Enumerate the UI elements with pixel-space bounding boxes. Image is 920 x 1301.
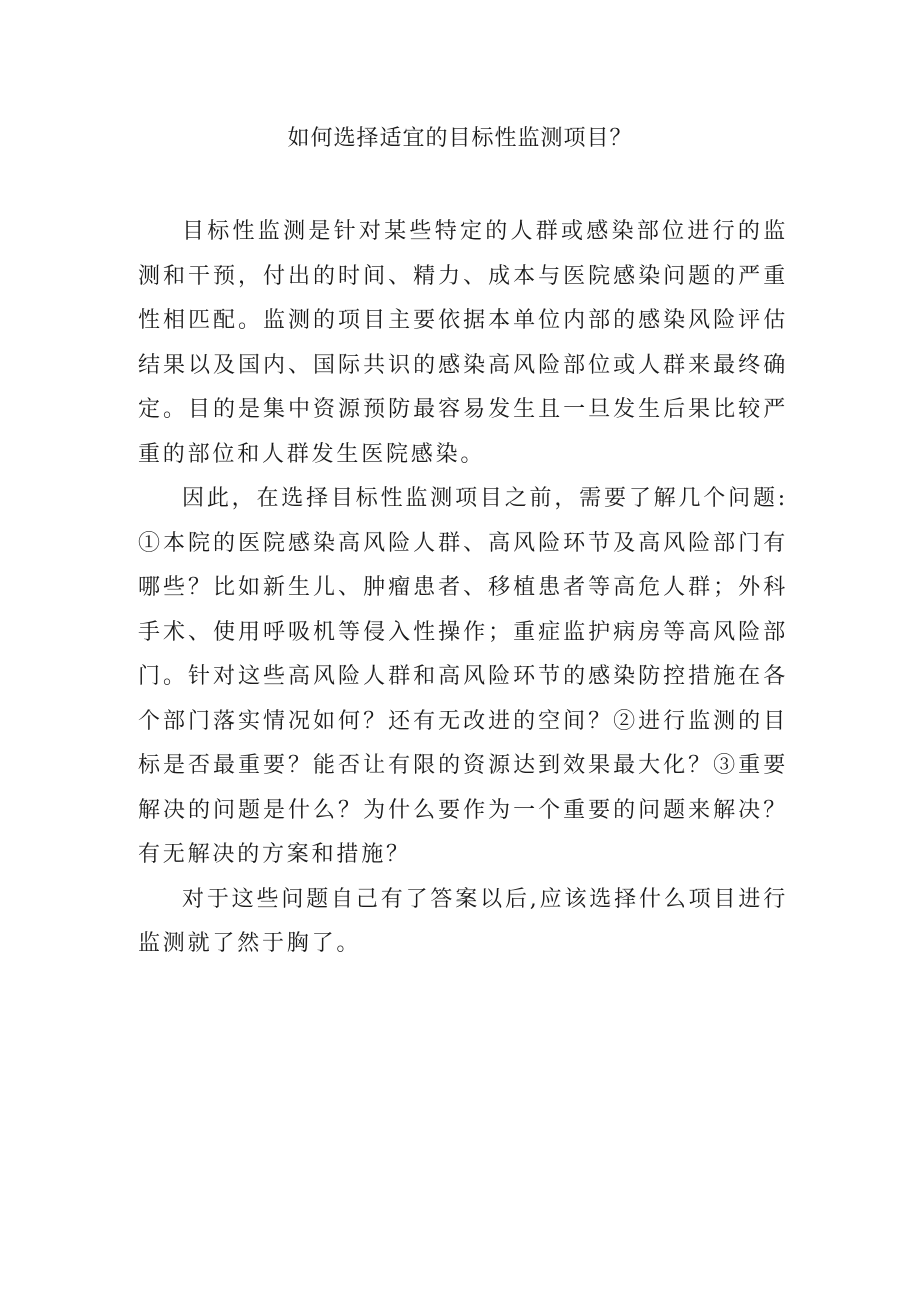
document-body bbox=[138, 210, 788, 967]
document-title: 如何选择适宜的目标性监测项目？ bbox=[287, 126, 633, 151]
paragraph-1: 目标性监测是针对某些特定的人群或感染部位进行的监测和干预，付出的时间、精力、成本与医院感染问题的严重性相匹配。监测的项目主要依据本单位内部的感染风险评估结果以及国内、国际共识的感染高风险部位或人群来最终确定。目的是集中资源预防最容易发生且一旦发生后果比较严重的部位和人群发生医院感染。 bbox=[138, 219, 788, 467]
paragraph-2: 因此，在选择目标性监测项目之前，需要了解几个问题:①本院的医院感染高风险人群、高风险环节及高风险部门有哪些？比如新生儿、肿瘤患者、移植患者等高危人群；外科手术、使用呼吸机等侵入性操作；重症监护病房等高风险部门。针对这些高风险人群和高风险环节的感染防控措施在各个部门落实情况如何？还有无改进的空间？②进行监测的目标是否最重要？能否让有限的资源达到效果最大化？③重要解决的问题是什么？为什么要作为一个重要的问题来解决？有无解决的方案和措施？ bbox=[138, 486, 788, 867]
paragraph-3: 对于这些问题自己有了答案以后,应该选择什么项目进行监测就了然于胸了。 bbox=[138, 886, 788, 956]
